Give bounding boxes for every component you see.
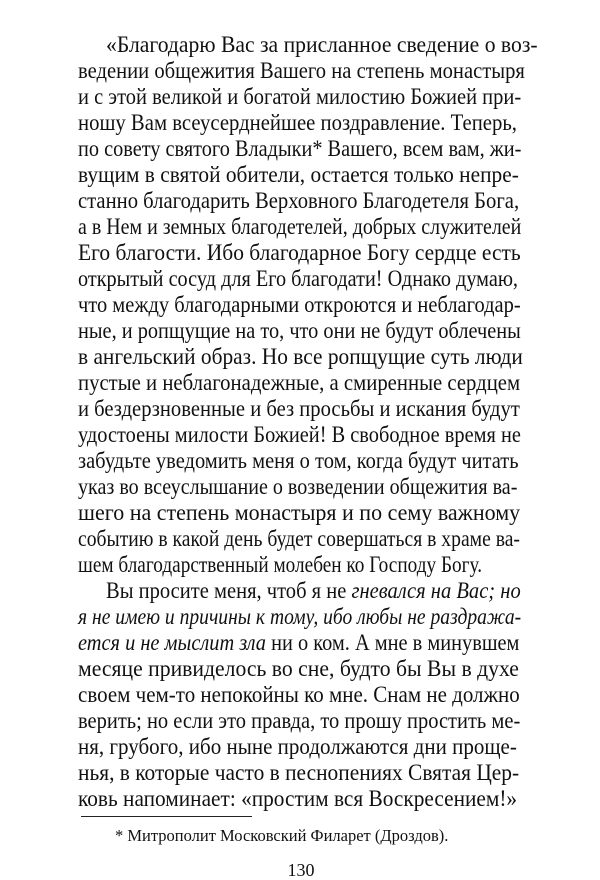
text-line: ня, грубого, ибо ныне продолжаются дни проще- (78, 734, 517, 760)
text-line: месяце привиделось во сне, будто бы Вы в духе (78, 656, 519, 682)
text-line: ведении общежития Вашего на степень монастыря (78, 58, 525, 84)
text-line: ковь напоминает: «простим вся Воскресением!» (78, 786, 518, 812)
text-line: «Благодарю Вас за присланное сведение о воз- (106, 32, 538, 58)
text-line: что между благодарными откроются и неблагодар- (78, 292, 521, 318)
text-line: Его благости. Ибо благодарное Богу сердце есть (78, 240, 521, 266)
text-line: своем чем-то непокойны ко мне. Снам не должно (78, 682, 520, 708)
text-line: станно благодарить Верховного Благодетеля Бога, (78, 188, 520, 214)
text-line: забудьте уведомить меня о том, когда будут читать (78, 448, 519, 474)
text-line: шего на степень монастыря и по сему важному (78, 500, 521, 526)
footnote: * Митрополит Московский Филарет (Дроздов). (115, 826, 449, 845)
text-line: а в Нем и земных благодетелей, добрых служителей (78, 214, 522, 240)
text-line: шем благодарственный молебен ко Господу Богу. (78, 552, 483, 578)
text-line: и бездерзновенные и без просьбы и искания будут (78, 396, 520, 422)
book-page (78, 20, 538, 880)
text-run: ни о ком. А мне в минувшем (265, 630, 520, 656)
italic-quote: я не имею и причины к тому, ибо любы не раздража- (78, 604, 522, 630)
text-line: и с этой великой и богатой милостию Божией при- (78, 84, 522, 110)
text-line: ношу Вам всеусерднейшее поздравление. Теперь, (78, 110, 517, 136)
text-line: по совету святого Владыки* Вашего, всем вам, жи- (78, 136, 522, 162)
text-run: Вы просите меня, чтоб я не (106, 578, 352, 604)
text-line: удостоены милости Божией! В свободное время не (78, 422, 521, 448)
text-line: событию в какой день будет совершаться в храме ва- (78, 526, 520, 552)
text-line: в ангельский образ. Но все ропщущие суть люди (78, 344, 523, 370)
italic-quote: ется и не мыслит зла (78, 630, 266, 656)
text-line (78, 630, 519, 656)
text-line: нья, в которые часто в песнопениях Святая Цер- (78, 760, 520, 786)
text-line: ные, и ропщущие на то, что они не будут облечены (78, 318, 521, 344)
footnote-divider (81, 816, 252, 817)
text-line: вущим в святой обители, остается только непре- (78, 162, 519, 188)
text-line: указ во всеуслышание о возведении общежития ва- (78, 474, 518, 500)
page-number: 130 (287, 860, 315, 880)
italic-quote: гневался на Вас; но (351, 578, 521, 604)
text-line: открытый сосуд для Его благодати! Однако думаю, (78, 266, 518, 292)
text-line (106, 578, 521, 604)
text-line: верить; но если это правда, то прошу простить ме- (78, 708, 521, 734)
text-line: пустые и неблагонадежные, а смиренные сердцем (78, 370, 521, 396)
